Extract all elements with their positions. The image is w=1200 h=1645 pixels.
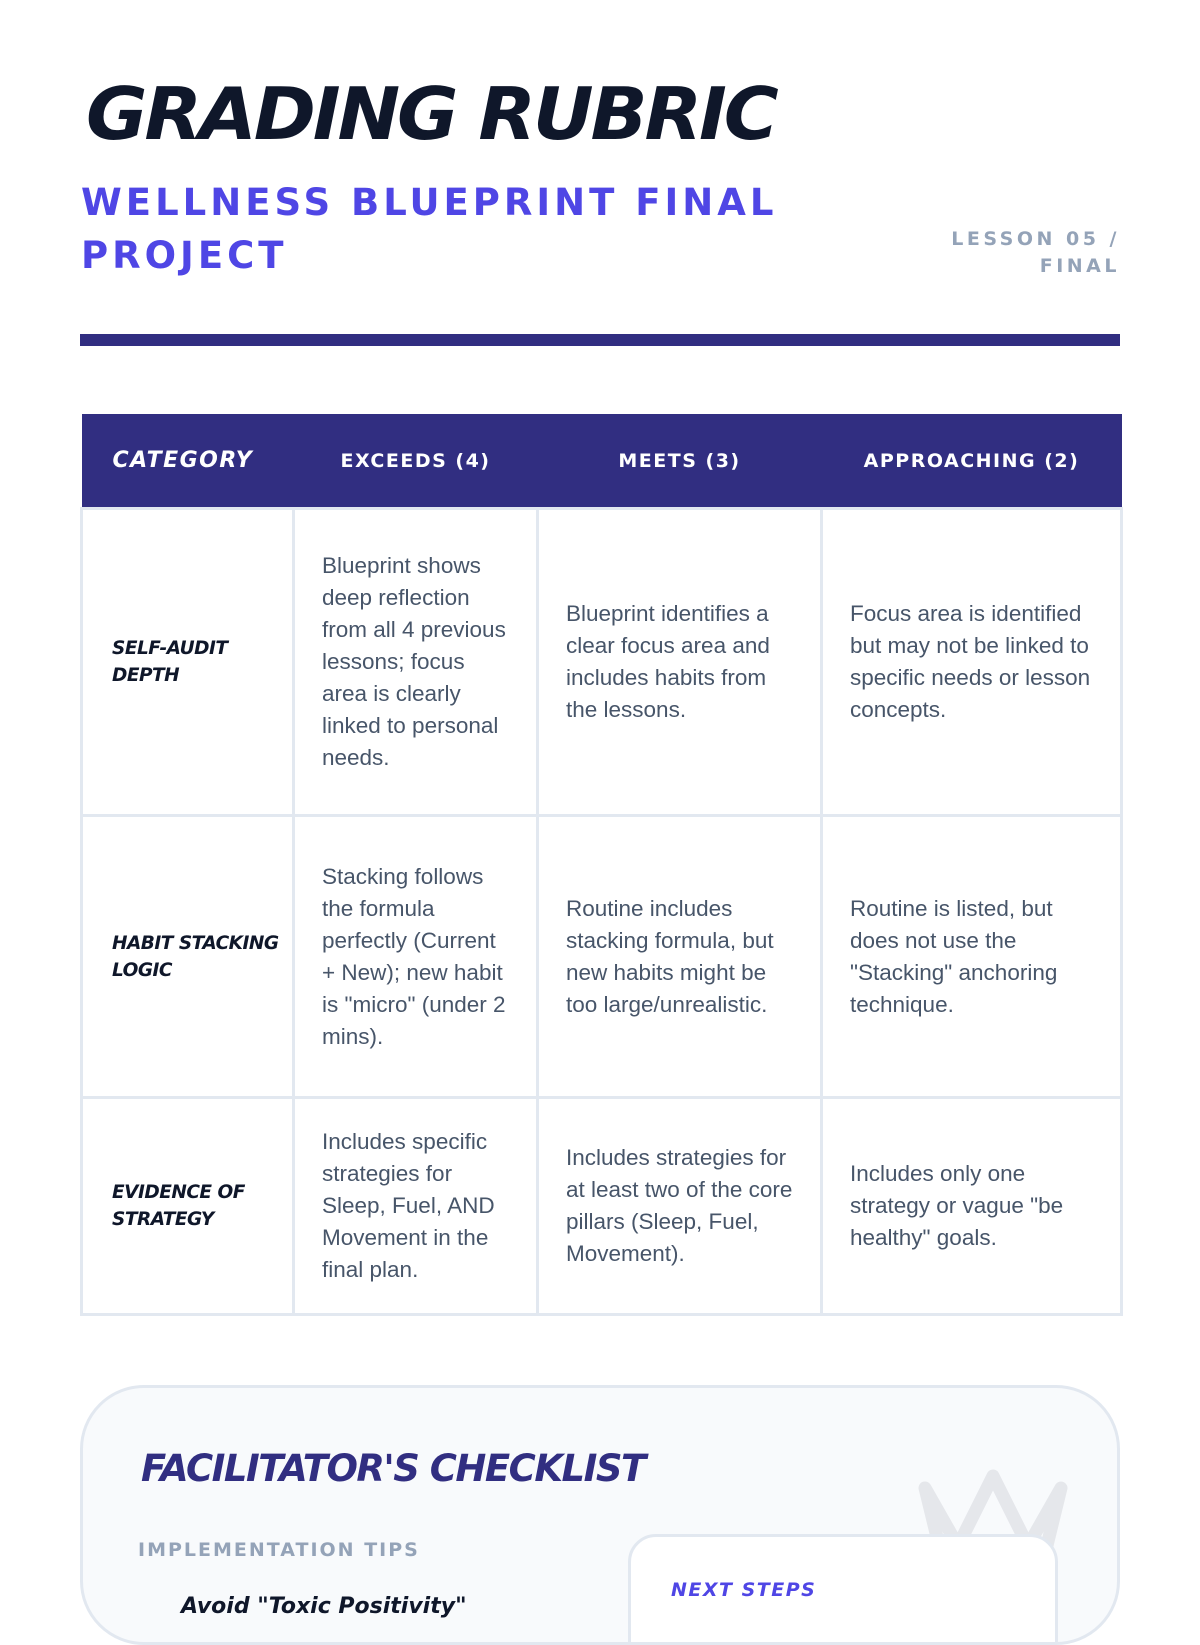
column-header-category: CATEGORY	[82, 414, 294, 509]
next-steps-box	[628, 1534, 1058, 1645]
table-row	[82, 816, 1122, 1098]
lesson-tag	[900, 226, 1120, 280]
category-cell: SELF-AUDIT DEPTH	[82, 509, 294, 816]
meets-cell: Routine includes stacking formula, but new habits might be too large/unrealistic.	[538, 816, 822, 1098]
implementation-tips-label: IMPLEMENTATION TIPS	[138, 1539, 420, 1561]
header-divider	[80, 334, 1120, 346]
meets-cell: Includes strategies for at least two of the core pillars (Sleep, Fuel, Movement).	[538, 1098, 822, 1315]
page-subtitle: WELLNESS BLUEPRINT FINAL PROJECT	[81, 181, 778, 277]
category-cell: HABIT STACKING LOGIC	[82, 816, 294, 1098]
approaching-cell: Routine is listed, but does not use the "Stacking" anchoring technique.	[822, 816, 1122, 1098]
exceeds-cell: Blueprint shows deep reflection from all 4 previous lessons; focus area is clearly linked to personal needs.	[294, 509, 538, 816]
approaching-cell: Focus area is identified but may not be linked to specific needs or lesson concepts.	[822, 509, 1122, 816]
tip-item: Avoid "Toxic Positivity"	[181, 1594, 467, 1619]
column-header-exceeds: EXCEEDS (4)	[294, 414, 538, 509]
table-row	[82, 509, 1122, 816]
facilitator-checklist-card	[80, 1385, 1120, 1645]
exceeds-cell: Includes specific strategies for Sleep, Fuel, AND Movement in the final plan.	[294, 1098, 538, 1315]
lesson-tag-line1: LESSON 05 /	[951, 228, 1120, 250]
next-steps-label: NEXT STEPS	[671, 1579, 817, 1601]
rubric-table	[80, 414, 1123, 1316]
column-header-meets: MEETS (3)	[538, 414, 822, 509]
approaching-cell: Includes only one strategy or vague "be healthy" goals.	[822, 1098, 1122, 1315]
table-row	[82, 1098, 1122, 1315]
exceeds-cell: Stacking follows the formula perfectly (Current + New); new habit is "micro" (under 2 mins).	[294, 816, 538, 1098]
rubric-header-row	[82, 414, 1122, 509]
checklist-title: FACILITATOR'S CHECKLIST	[141, 1447, 645, 1490]
column-header-approaching: APPROACHING (2)	[822, 414, 1122, 509]
meets-cell: Blueprint identifies a clear focus area and includes habits from the lessons.	[538, 509, 822, 816]
page-title: GRADING RUBRIC	[86, 72, 776, 156]
category-cell: EVIDENCE OF STRATEGY	[82, 1098, 294, 1315]
lesson-tag-line2: FINAL	[1039, 255, 1120, 277]
